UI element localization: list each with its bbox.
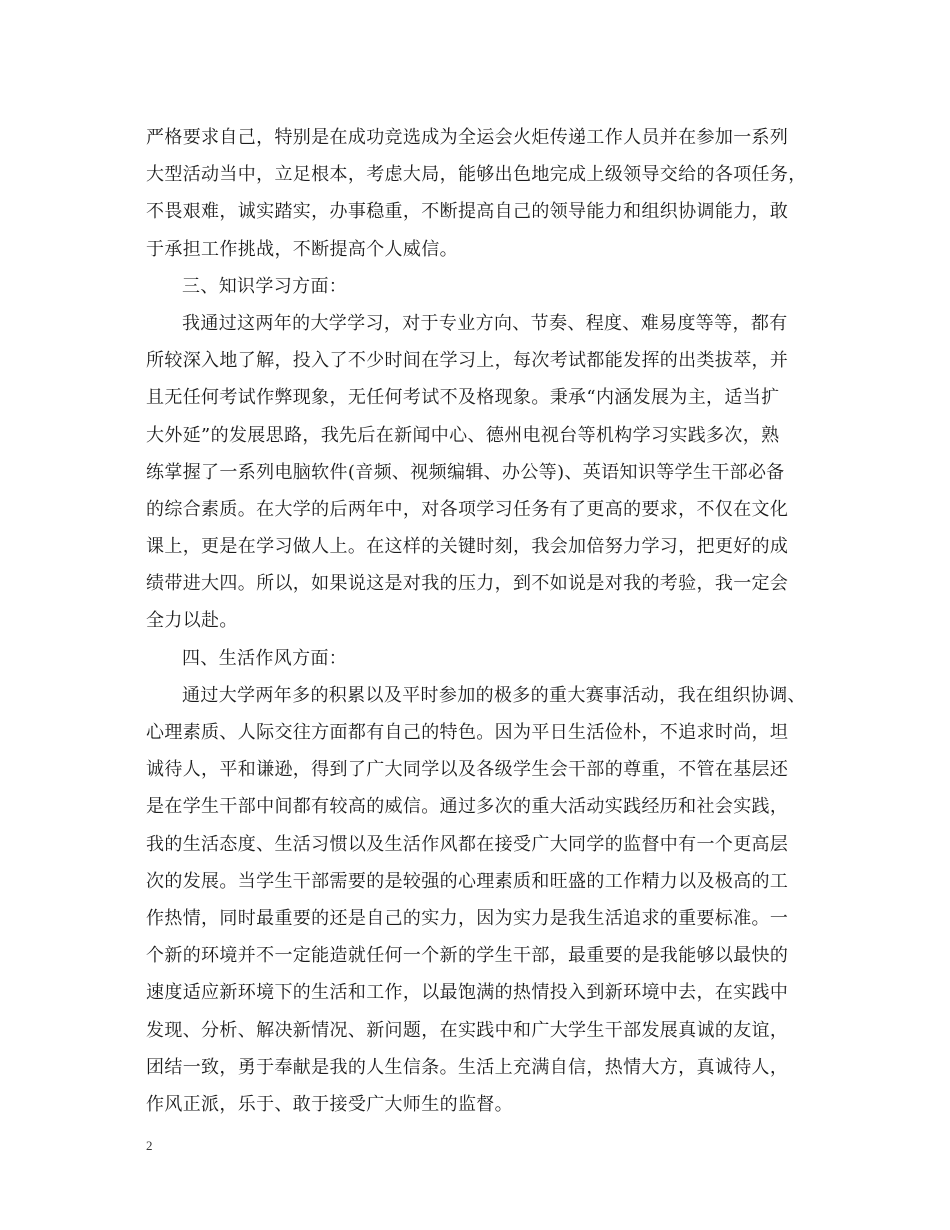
text-line: 四、生活作风方面： <box>182 647 348 669</box>
text-line: 三、知识学习方面： <box>182 275 348 297</box>
text-line: 次的发展。当学生干部需要的是较强的心理素质和旺盛的工作精力以及极高的工 <box>146 870 789 892</box>
text-line: 绩带进大四。所以，如果说这是对我的压力，到不如说是对我的考验，我一定会 <box>146 573 789 595</box>
text-line: 不畏艰难，诚实踏实，办事稳重，不断提高自己的领导能力和组织协调能力，敢 <box>146 201 789 223</box>
text-line: 作风正派，乐于、敢于接受广大师生的监督。 <box>146 1093 513 1115</box>
text-line: 通过大学两年多的积累以及平时参加的极多的重大赛事活动，我在组织协调、 <box>182 684 806 706</box>
text-line: 的综合素质。在大学的后两年中，对各项学习任务有了更高的要求，不仅在文化 <box>146 498 789 520</box>
text-line: 全力以赴。 <box>146 610 238 632</box>
text-line: 课上，更是在学习做人上。在这样的关键时刻，我会加倍努力学习，把更好的成 <box>146 536 789 558</box>
text-line: 我通过这两年的大学学习，对于专业方向、节奏、程度、难易度等等，都有 <box>182 312 788 334</box>
text-line: 且无任何考试作弊现象，无任何考试不及格现象。秉承“内涵发展为主，适当扩 <box>146 387 780 409</box>
text-line: 心理素质、人际交往方面都有自己的特色。因为平日生活俭朴，不追求时尚，坦 <box>146 722 789 743</box>
text-line: 诚待人，平和谦逊，得到了广大同学以及各级学生会干部的尊重，不管在基层还 <box>146 759 789 781</box>
text-line: 作热情，同时最重要的还是自己的实力，因为实力是我生活追求的重要标准。一 <box>146 907 789 929</box>
document-body <box>146 119 810 1123</box>
text-line: 严格要求自己，特别是在成功竞选成为全运会火炬传递工作人员并在参加一系列 <box>146 127 789 148</box>
text-line: 于承担工作挑战，不断提高个人威信。 <box>146 238 458 260</box>
text-line: 练掌握了一系列电脑软件(音频、视频编辑、办公等)、英语知识等学生干部必备 <box>146 461 785 483</box>
text-line: 团结一致，勇于奉献是我的人生信条。生活上充满自信，热情大方，真诚待人， <box>146 1056 789 1078</box>
text-line: 个新的环境并不一定能造就任何一个新的学生干部，最重要的是我能够以最快的 <box>146 945 789 967</box>
text-line: 发现、分析、解决新情况、新问题，在实践中和广大学生干部发展真诚的友谊， <box>146 1019 789 1041</box>
page-number: 2 <box>146 1138 153 1153</box>
text-line: 大外延”的发展思路，我先后在新闻中心、德州电视台等机构学习实践多次，熟 <box>146 424 780 446</box>
text-line: 所较深入地了解，投入了不少时间在学习上，每次考试都能发挥的出类拔萃，并 <box>146 350 789 372</box>
text-line: 是在学生干部中间都有较高的威信。通过多次的重大活动实践经历和社会实践， <box>146 796 789 818</box>
text-line: 速度适应新环境下的生活和工作，以最饱满的热情投入到新环境中去，在实践中 <box>146 982 789 1004</box>
text-line: 我的生活态度、生活习惯以及生活作风都在接受广大同学的监督中有一个更高层 <box>146 833 789 855</box>
text-line: 大型活动当中，立足根本，考虑大局，能够出色地完成上级领导交给的各项任务， <box>146 164 807 186</box>
